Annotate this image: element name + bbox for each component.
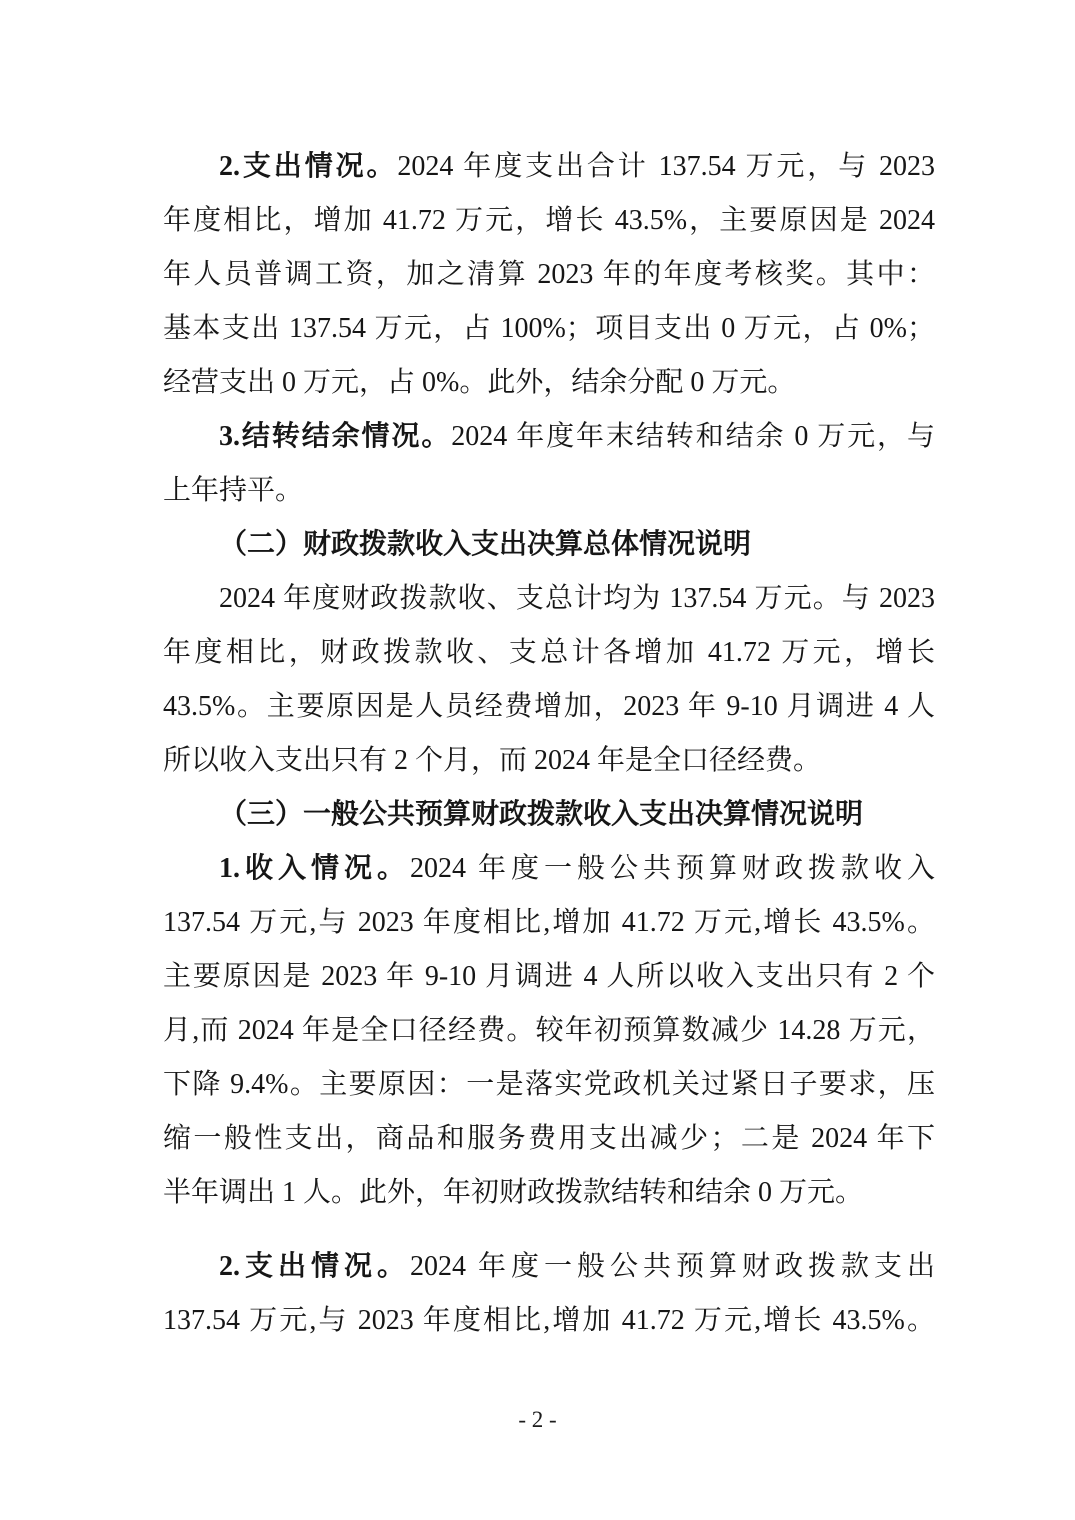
text-line xyxy=(163,1058,935,1112)
line-text: 经营支出 0 万元，占 0%。此外，结余分配 0 万元。 xyxy=(163,367,796,398)
text-line xyxy=(163,248,935,302)
line-text: 半年调出 1 人。此外，年初财政拨款结转和结余 0 万元。 xyxy=(163,1177,864,1208)
line-text: 年度相比，增加 41.72 万元，增长 43.5%，主要原因是 2024 xyxy=(163,205,935,236)
text-line xyxy=(163,1294,935,1348)
paragraph-lead: 1.收入情况。 xyxy=(219,853,410,884)
text-line xyxy=(163,680,935,734)
text-line xyxy=(163,140,935,194)
line-text: 137.54 万元,与 2023 年度相比,增加 41.72 万元,增长 43.5%。 xyxy=(163,1305,935,1336)
document-body xyxy=(163,140,935,1348)
paragraph-lead: 2.支出情况。 xyxy=(219,151,398,182)
line-text: 2024 年度财政拨款收、支总计均为 137.54 万元。与 2023 xyxy=(219,583,935,614)
line-text: 年度相比，财政拨款收、支总计各增加 41.72 万元，增长 xyxy=(163,637,935,668)
line-text: 上年持平。 xyxy=(163,475,304,506)
line-text: 主要原因是 2023 年 9-10 月调进 4 人所以收入支出只有 2 个 xyxy=(163,961,935,992)
paragraph-lead: 2.支出情况。 xyxy=(219,1251,410,1282)
text-line xyxy=(163,302,935,356)
text-line xyxy=(163,1004,935,1058)
text-line xyxy=(163,842,935,896)
line-text: 所以收入支出只有 2 个月，而 2024 年是全口径经费。 xyxy=(163,745,822,776)
line-text: 年人员普调工资，加之清算 2023 年的年度考核奖。其中： xyxy=(163,259,935,290)
text-line xyxy=(163,626,935,680)
line-text: （二）财政拨款收入支出决算总体情况说明 xyxy=(219,529,752,560)
text-line xyxy=(163,194,935,248)
line-text: 下降 9.4%。主要原因：一是落实党政机关过紧日子要求，压 xyxy=(163,1069,935,1100)
page-number: - 2 - xyxy=(518,1407,557,1432)
text-line xyxy=(163,734,935,788)
text-line xyxy=(163,572,935,626)
line-text: 43.5%。主要原因是人员经费增加，2023 年 9-10 月调进 4 人 xyxy=(163,691,935,722)
text-line xyxy=(163,1240,935,1294)
line-text: 2024 年度一般公共预算财政拨款支出 xyxy=(410,1251,935,1282)
text-line xyxy=(163,896,935,950)
line-text: 月,而 2024 年是全口径经费。较年初预算数减少 14.28 万元， xyxy=(163,1015,935,1046)
line-text: 2024 年度支出合计 137.54 万元，与 2023 xyxy=(397,151,935,182)
section-heading xyxy=(163,788,935,842)
line-text: 137.54 万元,与 2023 年度相比,增加 41.72 万元,增长 43.5%。 xyxy=(163,907,935,938)
line-text: （三）一般公共预算财政拨款收入支出决算情况说明 xyxy=(219,799,864,830)
paragraph-lead: 3.结转结余情况。 xyxy=(219,421,452,452)
text-line xyxy=(163,1166,935,1220)
text-line xyxy=(163,1112,935,1166)
line-text: 2024 年度一般公共预算财政拨款收入 xyxy=(410,853,935,884)
text-line xyxy=(163,356,935,410)
text-line xyxy=(163,464,935,518)
line-text: 缩一般性支出，商品和服务费用支出减少；二是 2024 年下 xyxy=(163,1123,935,1154)
line-text: 2024 年度年末结转和结余 0 万元，与 xyxy=(451,421,935,452)
text-line xyxy=(163,950,935,1004)
text-line xyxy=(163,410,935,464)
section-heading xyxy=(163,518,935,572)
line-text: 基本支出 137.54 万元，占 100%；项目支出 0 万元，占 0%； xyxy=(163,313,935,344)
